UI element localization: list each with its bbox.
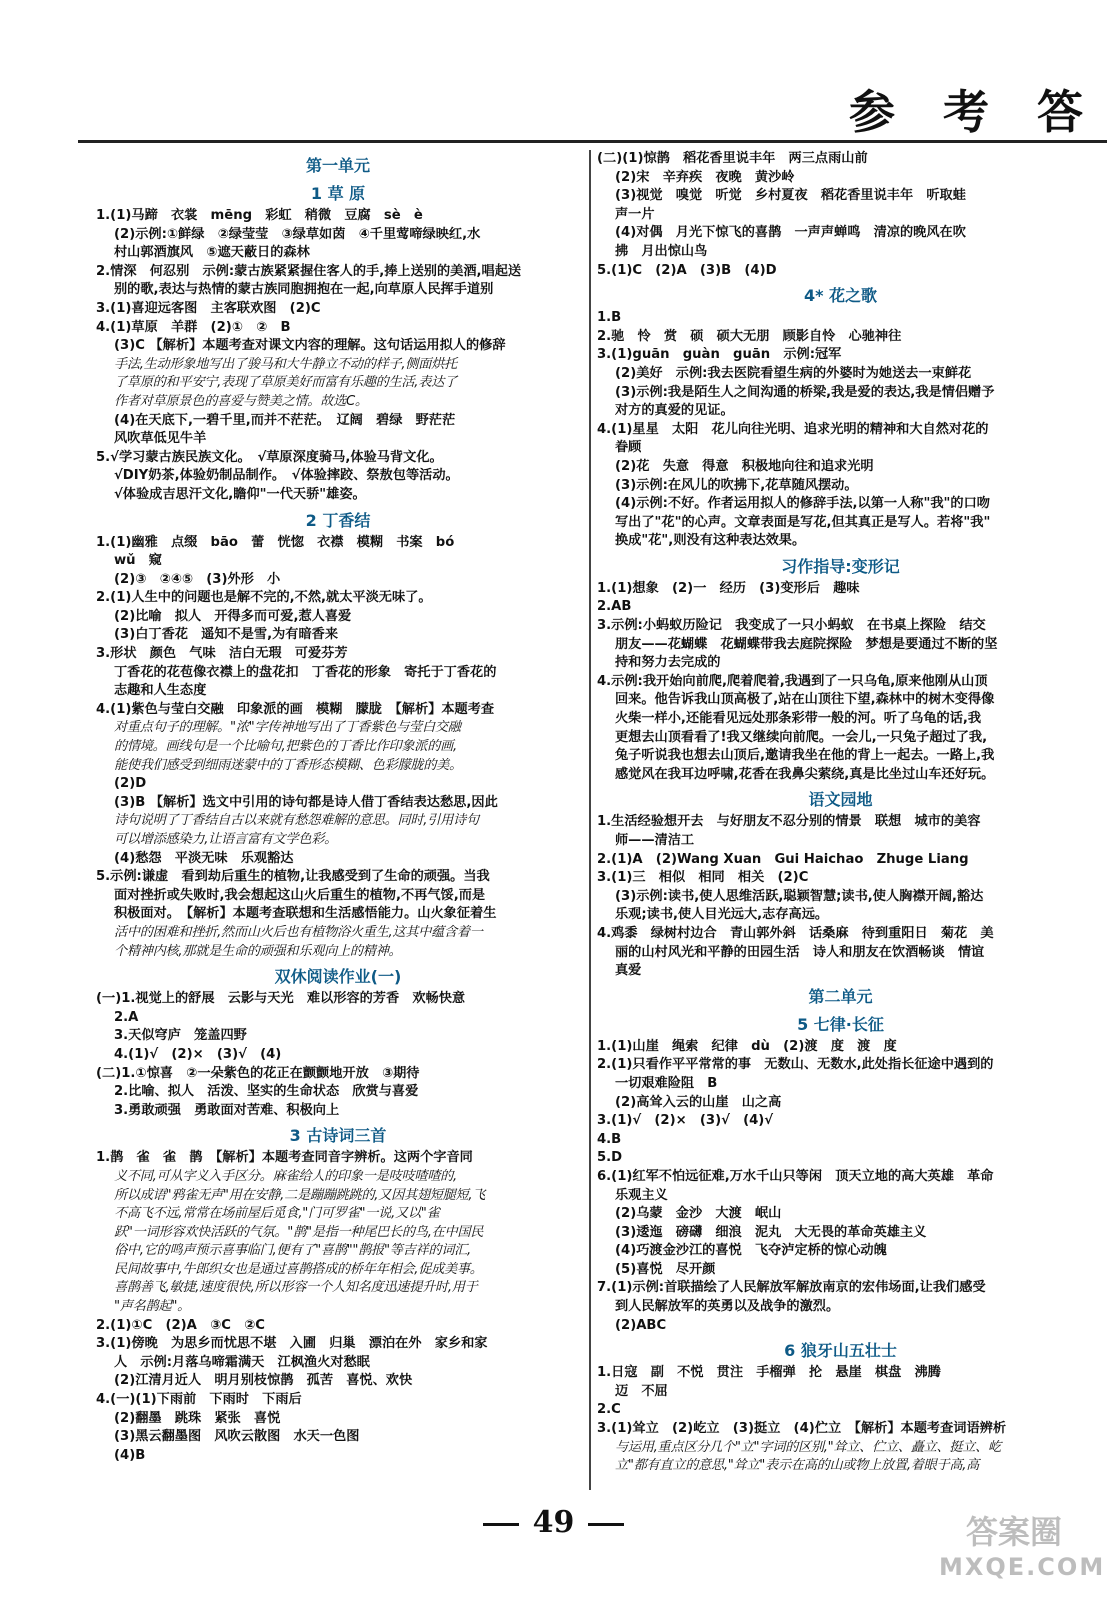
answer-line: 感觉风在我耳边呼啸,花香在我鼻尖萦绕,真是比坐过山车还好玩。 xyxy=(615,766,995,782)
page-header-title: 参 考 答 xyxy=(848,85,1099,139)
answer-line: 2.(1)人生中的问题也是解不完的,不然,就太平淡无味了。 xyxy=(96,590,432,606)
watermark-text: 答案圈 xyxy=(965,1513,1062,1551)
answer-line: 2.A xyxy=(114,1009,139,1025)
answer-line: √DIY奶茶,体验奶制品制作。 √体验摔跤、祭敖包等活动。 xyxy=(114,468,459,484)
answer-line: 4.B xyxy=(597,1131,622,1147)
answer-line: 4.(1)紫色与莹白交融 印象派的画 模糊 朦胧 【解析】本题考查 xyxy=(96,701,495,717)
answer-line: 2.比喻、拟人 活泼、坚实的生命状态 欣赏与喜爱 xyxy=(114,1084,419,1100)
answer-line: 3.(1)guān guàn guān 示例:冠军 xyxy=(597,347,842,363)
answer-line: 丁香花的花苞像衣襟上的盘花扣 丁香花的形象 寄托于丁香花的 xyxy=(114,664,497,680)
answer-line: √体验成吉思汗文化,瞻仰"一代天骄"雄姿。 xyxy=(114,486,366,502)
answer-note-line: 手法,生动形象地写出了骏马和大牛静立不动的样子,侧面烘托 xyxy=(114,356,457,372)
answer-line: wǔ 窥 xyxy=(114,553,162,569)
answer-line: 风吹草低见牛羊 xyxy=(114,431,207,447)
section-heading: 6 狼牙山五壮士 xyxy=(784,1341,897,1361)
answer-line: (2)美好 示例:我去医院看望生病的外婆时为她送去一束鲜花 xyxy=(615,365,972,381)
answer-line: 迈 不屈 xyxy=(615,1383,668,1399)
answer-line: 火柴一样小,还能看见远处那条彩带一般的河。听了乌龟的话,我 xyxy=(615,711,982,727)
answer-line: 5.D xyxy=(597,1150,623,1166)
answer-line: (2)D xyxy=(114,776,147,792)
section-heading: 语文园地 xyxy=(808,790,873,810)
page-number-dash-left xyxy=(483,1523,519,1526)
answer-line: 持和努力去完成的 xyxy=(615,655,721,671)
answer-line: (一)1.视觉上的舒展 云影与天光 难以形容的芳香 欢畅快意 xyxy=(96,991,466,1007)
answer-line: (2)示例:①鲜绿 ②绿莹莹 ③绿草如茵 ④千里莺啼绿映红,水 xyxy=(114,226,481,242)
answer-line: 别的歌,表达与热情的蒙古族同胞拥抱在一起,向草原人民挥手道别 xyxy=(114,282,494,298)
answer-line: 6.(1)红军不怕远征难,万水千山只等闲 顶天立地的高大英雄 革命 xyxy=(597,1168,994,1184)
answer-line: 面对挫折或失败时,我会想起这山火后重生的植物,不再气馁,而是 xyxy=(114,887,486,903)
right-column xyxy=(597,150,1084,1476)
answer-line: 1.日寇 副 不悦 贯注 手榴弹 抡 悬崖 棋盘 沸腾 xyxy=(597,1365,941,1381)
answer-line: (5)喜悦 尽开颜 xyxy=(615,1261,716,1277)
answer-line: (3)示例:读书,使人思维活跃,聪颖智慧;读书,使人胸襟开阔,豁达 xyxy=(615,888,984,904)
answer-note-line: 了草原的和平安宁,表现了草原美好而富有乐趣的生活,表达了 xyxy=(114,375,457,391)
answer-line: 志趣和人生态度 xyxy=(114,683,207,699)
answer-line: (2)宋 辛弃疾 夜晚 黄沙岭 xyxy=(615,169,795,185)
answer-note-line: 的情境。画线句是一个比喻句,把紫色的丁香比作印象派的画, xyxy=(114,739,457,755)
section-heading: 5 七律·长征 xyxy=(797,1014,884,1034)
answer-line: 3.(1)喜迎远客图 主客联欢图 (2)C xyxy=(96,300,321,316)
answer-line: 3.(1)三 相似 相同 相关 (2)C xyxy=(597,870,809,886)
answer-line: 村山郭酒旗风 ⑤遮天蔽日的森林 xyxy=(114,245,310,261)
answer-note-line: 可以增添感染力,让语言富有文学色彩。 xyxy=(114,832,337,847)
answer-note-line: 能使我们感受到细雨迷蒙中的丁香形态模糊、色彩朦胧的美。 xyxy=(114,757,462,773)
answer-note-line: 活中的困难和挫折,然而山火后也有植物浴火重生,这其中蕴含着一 xyxy=(114,924,483,940)
answer-line: (4)B xyxy=(114,1447,146,1463)
answer-line: 1.(1)想象 (2)一 经历 (3)变形后 趣味 xyxy=(597,580,860,596)
answer-line: (4)巧渡金沙江的喜悦 飞夺泸定桥的惊心动魄 xyxy=(615,1243,887,1259)
answer-line: 4.示例:我开始向前爬,爬着爬着,我遇到了一只乌龟,原来他刚从山顶 xyxy=(597,673,988,689)
section-heading: 双休阅读作业(一) xyxy=(274,967,402,987)
answer-line: (3)示例:我是陌生人之间沟通的桥梁,我是爱的表达,我是情侣赠予 xyxy=(615,384,995,400)
answer-line: 4.(1)√ (2)× (3)√ (4) xyxy=(114,1046,282,1062)
answer-note-line: 喜鹊善飞,敏捷,速度很快,所以形容一个人知名度迅速提升时,用于 xyxy=(114,1280,478,1296)
answer-line: 真爱 xyxy=(615,963,642,979)
watermark-url: MXQE.COM xyxy=(939,1553,1106,1581)
answer-line: 5.(1)C (2)A (3)B (4)D xyxy=(597,262,777,278)
answer-line: 2.AB xyxy=(597,599,632,615)
answer-line: 1.鹊 雀 雀 鹊 【解析】本题考查同音字辨析。这两个字音同 xyxy=(96,1150,473,1166)
answer-line: 3.(1)耸立 (2)屹立 (3)挺立 (4)伫立 【解析】本题考查词语辨析 xyxy=(597,1421,1007,1437)
answer-line: 写出了"花"的心声。文章表面是写花,但其真正是写人。若将"我" xyxy=(615,514,991,530)
answer-line: 3.形状 颜色 气味 洁白无瑕 可爱芬芳 xyxy=(96,646,348,662)
answer-line: 4.鸡黍 绿树村边合 青山郭外斜 话桑麻 待到重阳日 菊花 美 xyxy=(597,925,994,941)
header-rule xyxy=(78,140,1107,143)
answer-line: (2)ABC xyxy=(615,1317,667,1333)
answer-line: 4.(1)草原 羊群 (2)① ② B xyxy=(96,319,291,335)
section-heading: 1 草 原 xyxy=(310,184,366,203)
answer-line: 3.(1)√ (2)× (3)√ (4)√ xyxy=(597,1113,774,1129)
answer-note-line: 作者对草原景色的喜爱与赞美之情。故选C。 xyxy=(114,393,368,409)
answer-line: 一切艰难险阻 B xyxy=(615,1075,718,1091)
answer-line: 3.示例:小蚂蚁历险记 我变成了一只小蚂蚁 在书桌上探险 结交 xyxy=(597,618,986,634)
answer-note-line: 俗中,它的鸣声预示喜事临门,便有了"喜鹊""鹊报"等吉祥的词汇, xyxy=(114,1243,471,1259)
answer-line: (3)白丁香花 遥知不是雪,为有暗香来 xyxy=(114,627,339,643)
answer-line: (3)视觉 嗅觉 听觉 乡村夏夜 稻花香里说丰年 听取蛙 xyxy=(615,188,966,204)
answer-line: 对方的真爱的见证。 xyxy=(615,403,734,419)
left-column xyxy=(96,150,580,1465)
answer-line: (3)逶迤 磅礴 细浪 泥丸 大无畏的革命英雄主义 xyxy=(615,1224,927,1240)
answer-note-line: "声名鹊起"。 xyxy=(114,1299,190,1315)
answer-line: (3)黑云翻墨图 风吹云散图 水天一色图 xyxy=(114,1429,360,1445)
answer-line: 2.(1)A (2)Wang Xuan Gui Haichao Zhuge Liang xyxy=(597,851,969,867)
answer-line: 1.(1)山崖 绳索 纪律 dù (2)渡 度 渡 度 xyxy=(597,1038,897,1054)
answer-line: 拂 月出惊山鸟 xyxy=(615,243,708,259)
answer-line: 声一片 xyxy=(615,206,655,222)
answer-line: 积极面对。 【解析】本题考查联想和生活感悟能力。山火象征着生 xyxy=(114,906,497,922)
answer-note-line: 民间故事中,牛郎织女也是通过喜鹊搭成的桥年年相会,促成美事。 xyxy=(114,1261,483,1277)
answer-line: 乐观;读书,使人目光远大,志存高远。 xyxy=(615,907,829,923)
answer-line: 4.(一)(1)下雨前 下雨时 下雨后 xyxy=(96,1392,302,1408)
answer-line: 3.勇敢顽强 勇敢面对苦难、积极向上 xyxy=(114,1102,340,1118)
answer-line: (2)翻墨 跳珠 紧张 喜悦 xyxy=(114,1410,281,1426)
answer-line: 兔子听说我也想去山顶后,邀请我坐在他的背上一起去。一路上,我 xyxy=(615,748,995,764)
answer-note-line: 跃"一词形容欢快活跃的气氛。"鹊"是指一种尾巴长的鸟,在中国民 xyxy=(114,1224,484,1240)
answer-line: 眷顾 xyxy=(615,440,642,456)
answer-line: 2.C xyxy=(597,1402,621,1418)
answer-note-line: 立"都有直立的意思,"耸立"表示在高的山或物上放置,着眼于高,高 xyxy=(615,1458,980,1474)
page-number-text: 49 xyxy=(532,1505,575,1540)
answer-line: 5.示例:谦虚 看到劫后重生的植物,让我感受到了生命的顽强。当我 xyxy=(96,869,490,885)
answer-line: 2.(1)①C (2)A ③C ②C xyxy=(96,1317,265,1333)
answer-line: (4)在天底下,一碧千里,而并不茫茫。 辽阔 碧绿 野茫茫 xyxy=(114,412,456,428)
page-number-dash-right xyxy=(588,1523,624,1526)
section-heading: 4* 花之歌 xyxy=(803,286,878,306)
answer-line: 1.B xyxy=(597,310,622,326)
answer-line: (二)(1)惊鹊 稻花香里说丰年 两三点雨山前 xyxy=(597,151,868,166)
answer-note-line: 诗句说明了丁香结自古以来就有愁怨难解的意思。同时,引用诗句 xyxy=(114,813,479,829)
section-heading: 3 古诗词三首 xyxy=(289,1126,387,1146)
answer-line: 1.(1)马蹄 衣裳 mēng 彩虹 稍微 豆腐 sè è xyxy=(96,208,423,223)
answer-note-line: 义不同,可从字义入手区分。麻雀给人的印象一是吱吱喳喳的, xyxy=(114,1168,457,1184)
answer-line: 乐观主义 xyxy=(615,1187,668,1203)
answer-line: 回来。他告诉我山顶高极了,站在山顶往下望,森林中的树木变得像 xyxy=(615,692,995,708)
section-heading: 第一单元 xyxy=(305,156,370,175)
answer-line: (4)对偶 月光下惊飞的喜鹊 一声声蝉鸣 清凉的晚风在吹 xyxy=(615,225,966,241)
answer-line: 朋友——花蝴蝶 花蝴蝶带我去庭院探险 梦想是要通过不断的坚 xyxy=(615,636,998,652)
section-heading: 2 丁香结 xyxy=(305,510,371,530)
answer-line: 3.天似穹庐 笼盖四野 xyxy=(114,1028,247,1044)
answer-line: 4.(1)星星 太阳 花儿向往光明、追求光明的精神和大自然对花的 xyxy=(597,421,989,437)
answer-note-line: 不高飞不远,常常在场前屋后觅食,"门可罗雀"一说,又以"雀 xyxy=(114,1206,440,1222)
answer-line: 丽的山村风光和平静的田园生活 诗人和朋友在饮酒畅谈 情谊 xyxy=(615,944,985,960)
answer-line: (二)1.①惊喜 ②一朵紫色的花正在颤颤地开放 ③期待 xyxy=(96,1065,420,1081)
answer-line: 换成"花",则没有这种表达效果。 xyxy=(615,533,806,549)
answer-line: (2)③ ②④⑤ (3)外形 小 xyxy=(114,571,281,587)
answer-line: 2.(1)只看作平平常常的事 无数山、无数水,此处指长征途中遇到的 xyxy=(597,1057,994,1073)
answer-line: (2)乌蒙 金沙 大渡 岷山 xyxy=(615,1206,782,1222)
answer-line: 2.情深 何忍别 示例:蒙古族紧紧握住客人的手,捧上送别的美酒,唱起送 xyxy=(96,263,522,279)
answer-line: 更想去山顶看看了!我又继续向前爬。一会儿,一只兔子超过了我, xyxy=(615,729,988,745)
answer-line: (3)C 【解析】本题考查对课文内容的理解。这句话运用拟人的修辞 xyxy=(114,338,506,354)
watermark-logo xyxy=(939,1512,1106,1586)
section-heading: 第二单元 xyxy=(808,986,873,1006)
answer-line: 5.√学习蒙古族民族文化。 √草原深度骑马,体验马背文化。 xyxy=(96,449,443,465)
answer-line: 7.(1)示例:首联描绘了人民解放军解放南京的宏伟场面,让我们感受 xyxy=(597,1280,986,1296)
answer-line: (4)示例:不好。作者运用拟人的修辞手法,以第一人称"我"的口吻 xyxy=(615,496,990,512)
answer-line: 1.生活经验想开去 与好朋友不忍分别的情景 联想 城市的美容 xyxy=(597,814,981,830)
answer-line: (3)示例:在风儿的吹拂下,花草随风摆动。 xyxy=(615,477,858,493)
column-divider xyxy=(589,150,591,1490)
answer-line: 2.驰 怜 赏 硕 硕大无朋 顾影自怜 心驰神往 xyxy=(597,328,902,344)
answer-line: (2)高耸入云的山崖 山之高 xyxy=(615,1094,782,1110)
answer-line: (2)江清月近人 明月别枝惊鹊 孤苦 喜悦、欢快 xyxy=(114,1373,413,1389)
answer-note-line: 个精神内核,那就是生命的顽强和乐观向上的精神。 xyxy=(114,943,402,959)
answer-line: (2)比喻 拟人 开得多而可爱,惹人喜爱 xyxy=(114,608,352,624)
answer-line: 到人民解放军的英勇以及战争的激烈。 xyxy=(615,1299,840,1315)
answer-line: 人 示例:月落乌啼霜满天 江枫渔火对愁眠 xyxy=(114,1354,370,1370)
answer-line: (3)B 【解析】选文中引用的诗句都是诗人借丁香结表达愁思,因此 xyxy=(114,794,498,810)
answer-line: (4)愁怨 平淡无味 乐观豁达 xyxy=(114,850,294,866)
answer-line: 3.(1)傍晚 为思乡而忧思不堪 入圃 归巢 漂泊在外 家乡和家 xyxy=(96,1336,488,1352)
answer-line: 师——清洁工 xyxy=(615,833,695,848)
answer-line: (2)花 失意 得意 积极地向往和追求光明 xyxy=(615,458,874,474)
answer-note-line: 所以成语"鸦雀无声"用在安静,二是蹦蹦跳跳的,又因其翅短腿短,飞 xyxy=(114,1187,486,1203)
answer-note-line: 对重点句子的理解。"浓"字传神地写出了丁香紫色与莹白交融 xyxy=(114,720,461,736)
answer-line: 1.(1)幽雅 点缀 bāo 蕾 恍惚 衣襟 模糊 书案 bó xyxy=(96,534,455,550)
answer-note-line: 与运用,重点区分几个"立"字词的区别,"耸立、伫立、矗立、挺立、屹 xyxy=(615,1439,1001,1455)
section-heading: 习作指导:变形记 xyxy=(781,556,900,576)
